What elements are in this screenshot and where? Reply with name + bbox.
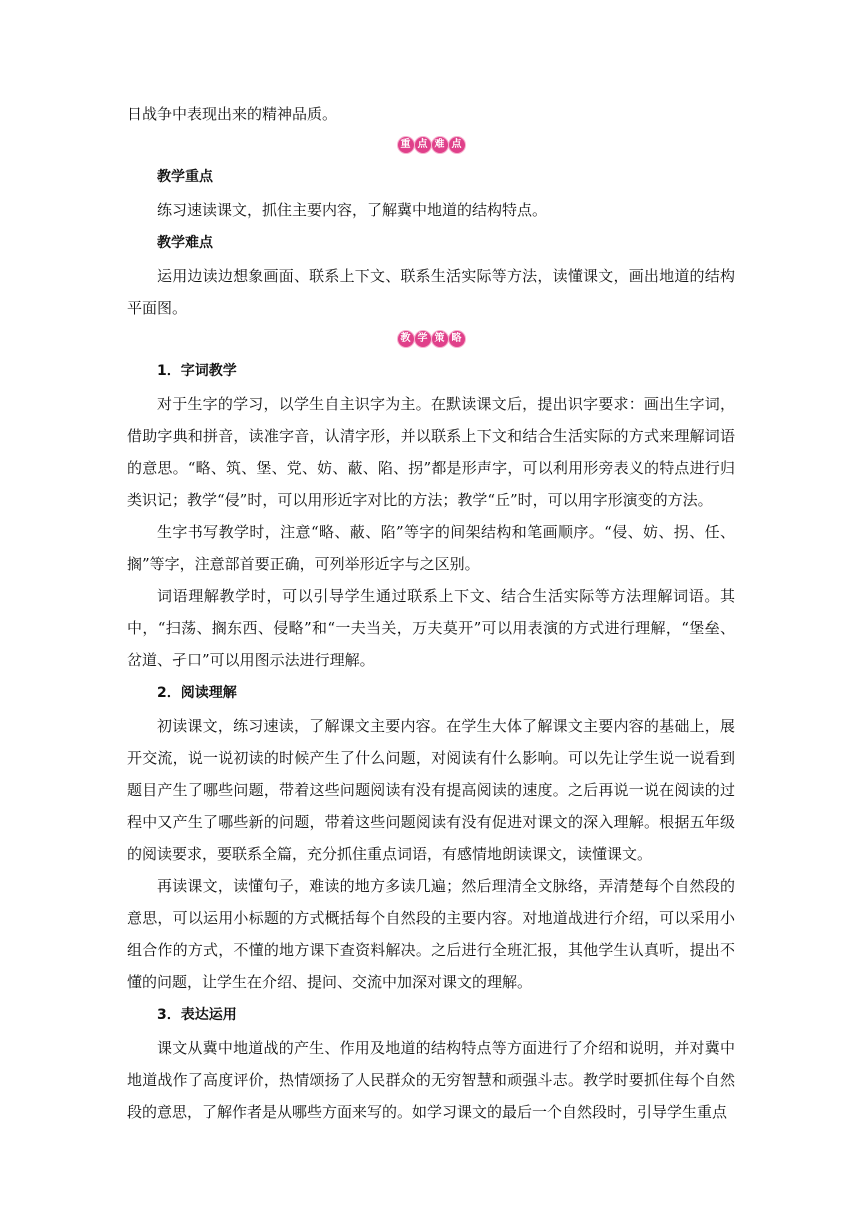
paragraph: 对于生字的学习，以学生自主识字为主。在默读课文后，提出识字要求：画出生字词，借助字典和拼音，读准字音，认清字形，并以联系上下文和结合生活实际的方式来理解词语的意思。“略、筑、堡、党、妨、蔽、陷、拐”都是形声字，可以利用形旁表义的特点进行归类识记；教学“侵”时，可以用形近字对比的方法；教学“丘”时，可以用字形演变的方法。 <box>127 395 735 509</box>
difficult-point-text: 运用边读边想象画面、联系上下文、联系生活实际等方法，读懂课文，画出地道的结构平面图。 <box>127 267 735 317</box>
badge-char: 学 <box>415 331 431 347</box>
badge-char: 教 <box>398 331 414 347</box>
paragraph: 再读课文，读懂句子，难读的地方多读几遍；然后理清全文脉络，弄清楚每个自然段的意思，可以运用小标题的方式概括每个自然段的主要内容。对地道战进行介绍，可以采用小组合作的方式，不懂的地方课下查资料解决。之后进行全班汇报，其他学生认真听，提出不懂的问题，让学生在介绍、提问、交流中加深对课文的理解。 <box>127 877 735 991</box>
strategy-badge <box>127 324 735 354</box>
document-page <box>127 98 735 1128</box>
badge-char: 略 <box>449 331 465 347</box>
paragraph: 词语理解教学时，可以引导学生通过联系上下文、结合生活实际等方法理解词语。其中，“扫荡、搁东西、侵略”和“一夫当关，万夫莫开”可以用表演的方式进行理解，“堡垒、岔道、孑口”可以用图示法进行理解。 <box>127 587 735 669</box>
section-heading: 3．表达运用 <box>157 1007 237 1023</box>
paragraph: 课文从冀中地道战的产生、作用及地道的结构特点等方面进行了介绍和说明，并对冀中地道战作了高度评价，热情颂扬了人民群众的无穷智慧和顽强斗志。教学时要抓住每个自然段的意思，了解作者是从哪些方面来写的。如学习课文的最后一个自然段时，引导学生重点 <box>127 1039 735 1121</box>
badge-char: 重 <box>398 137 414 153</box>
key-difficult-badge <box>127 130 735 160</box>
intro-tail: 日战争中表现出来的精神品质。 <box>127 105 338 123</box>
badge-char: 点 <box>415 137 431 153</box>
key-point-heading: 教学重点 <box>157 169 213 185</box>
section-heading: 1．字词教学 <box>157 363 237 379</box>
badge-char: 点 <box>449 137 465 153</box>
paragraph: 初读课文，练习速读，了解课文主要内容。在学生大体了解课文主要内容的基础上，展开交流，说一说初读的时候产生了什么问题，对阅读有什么影响。可以先让学生说一说看到题目产生了哪些问题，带着这些问题阅读有没有提高阅读的速度。之后再说一说在阅读的过程中又产生了哪些新的问题，带着这些问题阅读有没有促进对课文的深入理解。根据五年级的阅读要求，要联系全篇，充分抓住重点词语，有感情地朗读课文，读懂课文。 <box>127 717 735 863</box>
key-point-text: 练习速读课文，抓住主要内容，了解冀中地道的结构特点。 <box>157 201 548 219</box>
badge-char: 策 <box>432 331 448 347</box>
section-heading: 2．阅读理解 <box>157 685 237 701</box>
badge-char: 难 <box>432 137 448 153</box>
paragraph: 生字书写教学时，注意“略、蔽、陷”等字的间架结构和笔画顺序。“侵、妨、拐、任、搁”等字，注意部首要正确，可列举形近字与之区别。 <box>127 523 735 573</box>
difficult-point-heading: 教学难点 <box>157 235 213 251</box>
